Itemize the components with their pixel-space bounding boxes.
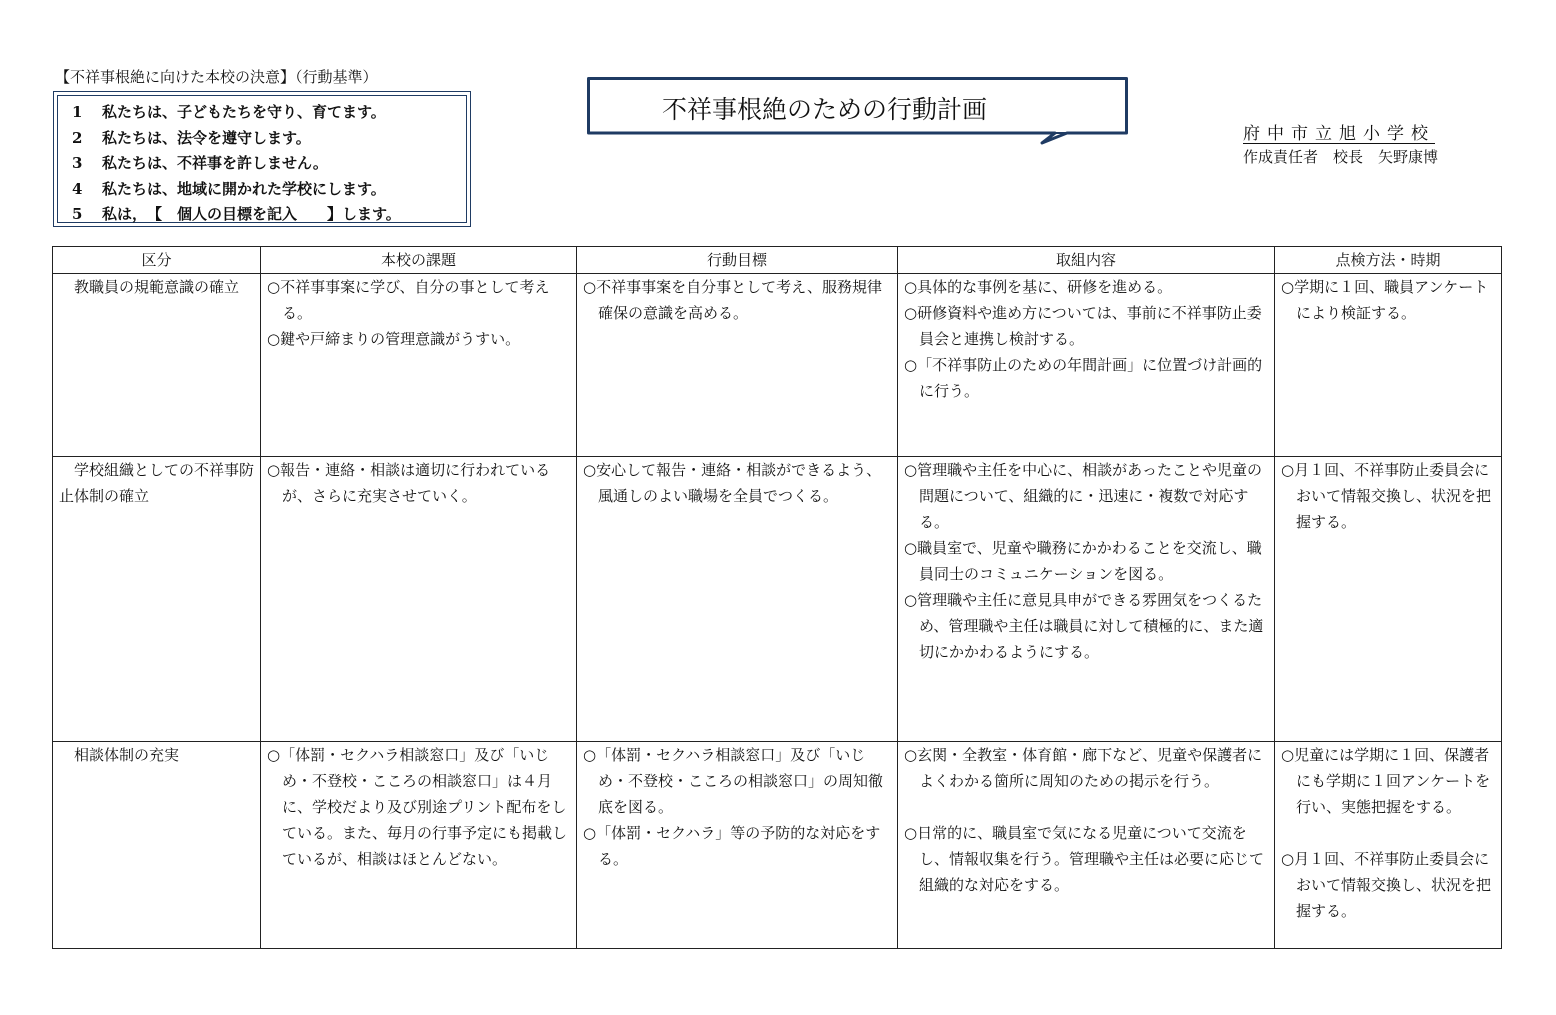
category-cell bbox=[53, 457, 261, 742]
action-item: ○職員室で、児童や職務にかかわることを交流し、職員同士のコミュニケーションを図る。 bbox=[904, 539, 1262, 583]
goals-cell bbox=[577, 274, 898, 457]
pledge-text: 私たちは、法令を遵守します。 bbox=[102, 128, 311, 147]
goal-item: ○不祥事事案を自分事として考え、服務規律確保の意識を高める。 bbox=[583, 278, 882, 322]
issue-item: ○鍵や戸締まりの管理意識がうすい。 bbox=[267, 330, 521, 348]
check-item: ○月１回、不祥事防止委員会において情報交換し、状況を把握する。 bbox=[1281, 461, 1492, 531]
issues-cell bbox=[261, 457, 577, 742]
issues-cell bbox=[261, 274, 577, 457]
pledge-num: 5 bbox=[72, 205, 83, 223]
title-box bbox=[587, 77, 1128, 145]
pledge-line-5 bbox=[72, 202, 466, 228]
actions-cell bbox=[898, 457, 1275, 742]
category-text: 相談体制の充実 bbox=[74, 746, 180, 764]
pledge-num: 3 bbox=[72, 154, 83, 172]
responsible-person: 作成責任者 校長 矢野康博 bbox=[1243, 148, 1439, 166]
spacer bbox=[1281, 820, 1495, 846]
goals-cell bbox=[577, 457, 898, 742]
table-header-row bbox=[53, 247, 1502, 274]
pledge-line-1 bbox=[72, 100, 466, 126]
action-item: ○具体的な事例を基に、研修を進める。 bbox=[904, 278, 1173, 296]
checks-cell bbox=[1275, 457, 1502, 742]
checks-cell bbox=[1275, 742, 1502, 949]
pledge-text: 私たちは、子どもたちを守り、育てます。 bbox=[102, 103, 386, 121]
school-name: 府中市立旭小学校 bbox=[1243, 124, 1435, 144]
action-item: ○日常的に、職員室で気になる児童について交流をし、情報収集を行う。管理職や主任は必要に応じて組織的な対応をする。 bbox=[904, 824, 1265, 894]
action-item: ○玄関・全教室・体育館・廊下など、児童や保護者によくわかる箇所に周知のための掲示を行う。 bbox=[904, 746, 1263, 790]
category-cell bbox=[53, 274, 261, 457]
header-goals: 行動目標 bbox=[577, 247, 898, 274]
action-item: ○研修資料や進め方については、事前に不祥事防止委員会と連携し検討する。 bbox=[904, 304, 1262, 348]
action-item: ○管理職や主任を中心に、相談があったことや児童の問題について、組織的に・迅速に・複数で対応する。 bbox=[904, 461, 1262, 531]
table-row bbox=[53, 274, 1502, 457]
category-text: 学校組織としての不祥事防止体制の確立 bbox=[59, 461, 255, 505]
header-category: 区分 bbox=[53, 247, 261, 274]
goals-cell bbox=[577, 742, 898, 949]
pledge-heading: 【不祥事根絶に向けた本校の決意】（行動基準） bbox=[55, 68, 378, 86]
header-checks: 点検方法・時期 bbox=[1275, 247, 1502, 274]
pledge-line-4 bbox=[72, 177, 466, 203]
table-row bbox=[53, 742, 1502, 949]
pledge-box bbox=[53, 91, 471, 227]
goal-item: ○安心して報告・連絡・相談ができるよう、風通しのよい職場を全員でつくる。 bbox=[583, 461, 882, 505]
pledge-line-2 bbox=[72, 126, 466, 152]
actions-cell bbox=[898, 742, 1275, 949]
pledge-num: 4 bbox=[72, 179, 83, 198]
pledge-text: 私たちは、地域に開かれた学校にします。 bbox=[102, 179, 386, 198]
header-actions: 取組内容 bbox=[898, 247, 1275, 274]
spacer bbox=[904, 794, 1268, 820]
goal-item: ○「体罰・セクハラ相談窓口」及び「いじめ・不登校・こころの相談窓口」の周知徹底を図る。 bbox=[583, 746, 884, 816]
category-text: 教職員の規範意識の確立 bbox=[74, 278, 240, 296]
pledge-num: 1 bbox=[72, 103, 83, 121]
check-item: ○児童には学期に１回、保護者にも学期に１回アンケートを行い、実態把握をする。 bbox=[1281, 746, 1491, 816]
pledge-text: 私は， 【 個人の目標を記入 】します。 bbox=[102, 205, 401, 223]
issue-item: ○報告・連絡・相談は適切に行われているが、さらに充実させていく。 bbox=[267, 461, 551, 505]
goal-item: ○「体罰・セクハラ」等の予防的な対応をする。 bbox=[583, 824, 881, 868]
category-cell bbox=[53, 742, 261, 949]
issues-cell bbox=[261, 742, 577, 949]
header-issues: 本校の課題 bbox=[261, 247, 577, 274]
issue-item: ○不祥事事案に学び、自分の事として考える。 bbox=[267, 278, 550, 322]
checks-cell bbox=[1275, 274, 1502, 457]
check-item: ○月１回、不祥事防止委員会において情報交換し、状況を把握する。 bbox=[1281, 850, 1492, 920]
pledge-box-inner bbox=[57, 95, 467, 223]
pledge-num: 2 bbox=[72, 128, 83, 147]
table-row bbox=[53, 457, 1502, 742]
action-item: ○管理職や主任に意見具申ができる雰囲気をつくるため、管理職や主任は職員に対して積極的に、また適切にかかわるようにする。 bbox=[904, 591, 1264, 661]
actions-cell bbox=[898, 274, 1275, 457]
page-title: 不祥事根絶のための行動計画 bbox=[661, 95, 987, 124]
issue-item: ○「体罰・セクハラ相談窓口」及び「いじめ・不登校・こころの相談窓口」は４月に、学校だより及び別途プリント配布をしている。また、毎月の行事予定にも掲載しているが、相談はほとんどない。 bbox=[267, 746, 568, 868]
action-item: ○「不祥事防止のための年間計画」に位置づけ計画的に行う。 bbox=[904, 356, 1263, 400]
action-plan-table bbox=[52, 246, 1502, 949]
pledge-line-3 bbox=[72, 151, 466, 177]
pledge-text: 私たちは、不祥事を許しません。 bbox=[102, 154, 328, 172]
check-item: ○学期に１回、職員アンケートにより検証する。 bbox=[1281, 278, 1489, 322]
